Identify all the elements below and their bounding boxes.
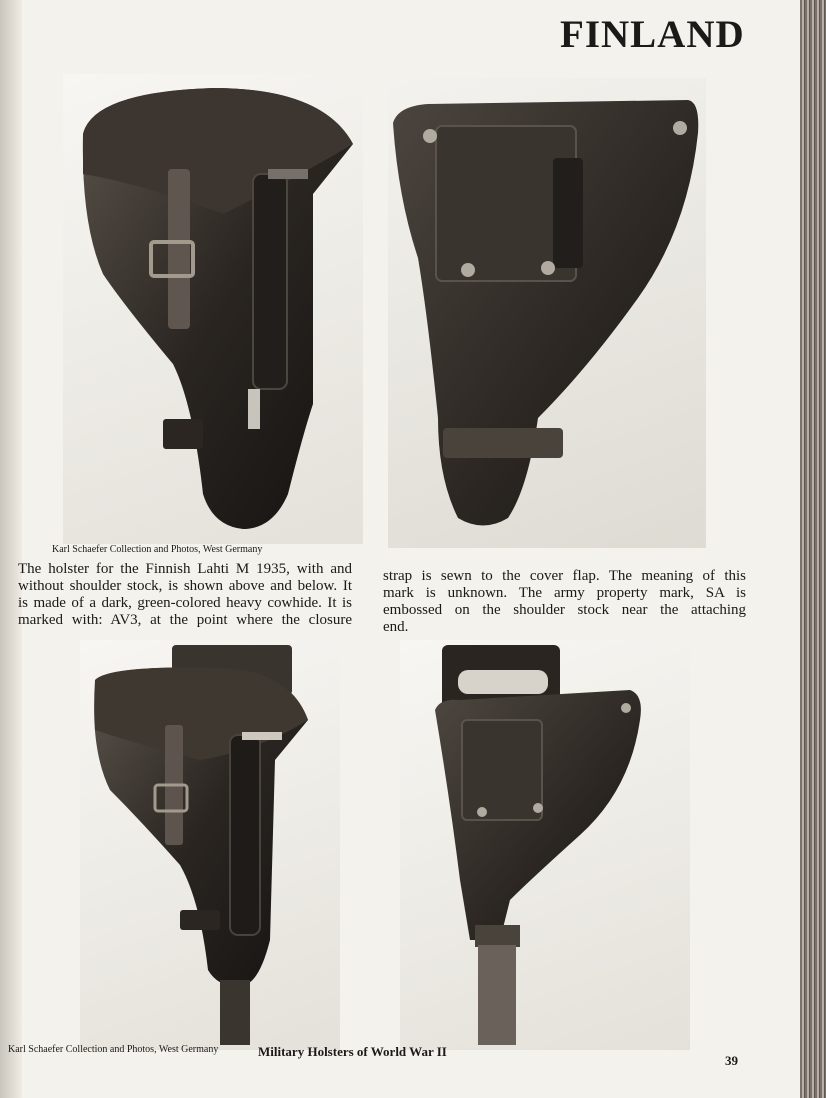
- caption-left-column: [18, 561, 352, 629]
- caption-line: is made of a dark, green-colored heavy cowhide. It is: [18, 595, 352, 611]
- holster-front-photo: [63, 74, 363, 544]
- holster-with-stock-front-photo: [80, 640, 340, 1050]
- caption-line: embossed on the shoulder stock near the attaching: [383, 602, 746, 618]
- holster-with-stock-back-photo: [400, 640, 690, 1050]
- book-page-edges: [800, 0, 826, 1098]
- book-gutter-shadow: [0, 0, 22, 1098]
- footer-book-title: Military Holsters of World War II: [258, 1044, 447, 1059]
- caption-line: marked with: AV3, at the point where the closure: [18, 612, 352, 628]
- page-heading: FINLAND: [560, 13, 745, 56]
- page-number: 39: [725, 1053, 738, 1068]
- caption-line: mark is unknown. The army property mark, SA is: [383, 585, 746, 601]
- holster-back-photo: [388, 78, 706, 548]
- caption-line: without shoulder stock, is shown above and below. It: [18, 578, 352, 594]
- caption-right-column: [383, 568, 746, 636]
- photo-credit-top: Karl Schaefer Collection and Photos, West Germany: [52, 544, 263, 555]
- photo-credit-bottom: Karl Schaefer Collection and Photos, West Germany: [8, 1044, 219, 1055]
- caption-line: The holster for the Finnish Lahti M 1935, with and: [18, 561, 352, 577]
- caption-line: strap is sewn to the cover flap. The meaning of this: [383, 568, 746, 584]
- caption-line: end.: [383, 619, 409, 635]
